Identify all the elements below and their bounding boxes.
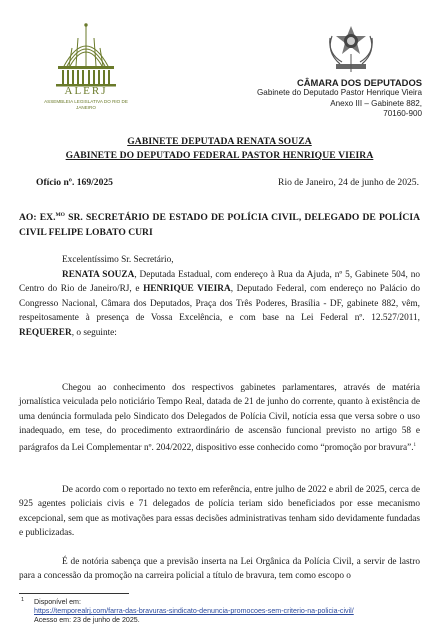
gabinete-heading-2: GABINETE DO DEPUTADO FEDERAL PASTOR HENRIQUE VIEIRA <box>65 150 374 161</box>
salutation: Excelentíssimo Sr. Secretário, <box>62 255 174 265</box>
footnote-divider <box>19 593 129 594</box>
footnote-label: Disponível em: <box>34 598 81 606</box>
camara-line-3: 70160-900 <box>383 109 422 119</box>
paragraph-1-text-3: , o seguinte: <box>71 327 117 338</box>
addressee-superscript: MO <box>55 212 65 218</box>
alerj-subtitle: ASSEMBLEIA LEGISLATIVA DO RIO DE JANEIRO <box>44 99 128 110</box>
paragraph-4: É de notória sabença que a previsão inserta na Lei Orgânica da Polícia Civil, a servir de lastro para a concessão da promoção na carreira policial a título de bravura, tem como escopo o <box>19 557 420 582</box>
coat-of-arms-icon <box>322 24 380 74</box>
requester-name-2: HENRIQUE VIEIRA <box>143 284 231 295</box>
addressee-prefix: AO: EX. <box>19 212 56 224</box>
addressee-rest: SR. SECRETÁRIO DE ESTADO DE POLÍCIA CIVIL, DELEGADO DE POLÍCIA CIVIL FELIPE LOBATO CURI <box>19 212 420 238</box>
alerj-wordmark: ALERJ <box>64 85 108 97</box>
paragraph-1-text-2: , Deputado Federal, com endereço no Palácio do Congresso Nacional, Câmara dos Deputados, Praça dos Três Poderes, Brasília - DF, gabinete 882, vêm, respeitosamente à presença de Vossa Excelência, e com base na Lei Federal nº. 12.527/2011, <box>19 284 421 324</box>
footnote-accessed: Acesso em: 23 de junho de 2025. <box>34 616 140 625</box>
paragraph-1 <box>19 268 420 340</box>
camara-line-1: Gabinete do Deputado Pastor Henrique Vieira <box>257 88 422 97</box>
camara-line-2: Anexo III – Gabinete 882, <box>330 98 422 108</box>
gabinete-heading-1: GABINETE DEPUTADA RENATA SOUZA <box>127 136 312 147</box>
addressee <box>19 208 420 240</box>
paragraph-2-text: Chegou ao conhecimento dos respectivos gabinetes parlamentares, através de matéria jornalística veiculada pelo noticiário Tempo Real, datada de 21 de junho do corrente, quanto à existência de uma denúncia formulada pelo Sindicato dos Delegados de Polícia Civil, notícia essa que versa sobre o uso inadequado, em tese, do procedimento extraordinário de ascensão funcional previsto no artigo 58 e parágrafos da Lei Complementar nº. 204/2022, dispositivo esse conhecido como “promoção por bravura”. <box>19 383 420 453</box>
footnote-reference[interactable]: 1 <box>413 442 417 448</box>
paragraph-2 <box>19 381 420 455</box>
document-date: Rio de Janeiro, 24 de junho de 2025. <box>278 177 419 188</box>
paragraph-3: De acordo com o reportado no texto em referência, entre julho de 2022 e abril de 2025, cerca de 925 agentes policiais civis e 71 delegados de polícia teriam sido beneficiados por esse mecanismo excepcional, sem que as motivações para essas decisões administrativas tenham sido devidamente fundadas e publicizadas. <box>19 485 420 539</box>
footnote-number: 1 <box>21 597 25 603</box>
footnote-link[interactable]: https://temporealrj.com/farra-das-bravuras-sindicato-denuncia-promocoes-sem-criterio-na-policia-civil/ <box>34 607 354 616</box>
footnote <box>19 598 424 626</box>
camara-title: CÂMARA DOS DEPUTADOS <box>297 77 422 88</box>
request-verb: REQUERER <box>19 327 72 338</box>
paragraph-1-text-1: , Deputada Estadual, com endereço à Rua da Ajuda, nº 5, Gabinete 504, no Centro do Rio de Janeiro/RJ, e <box>19 270 420 295</box>
camara-letterhead <box>257 77 422 120</box>
oficio-number: Ofício nº. 169/2025 <box>36 177 113 188</box>
requester-name-1: RENATA SOUZA <box>62 270 135 280</box>
